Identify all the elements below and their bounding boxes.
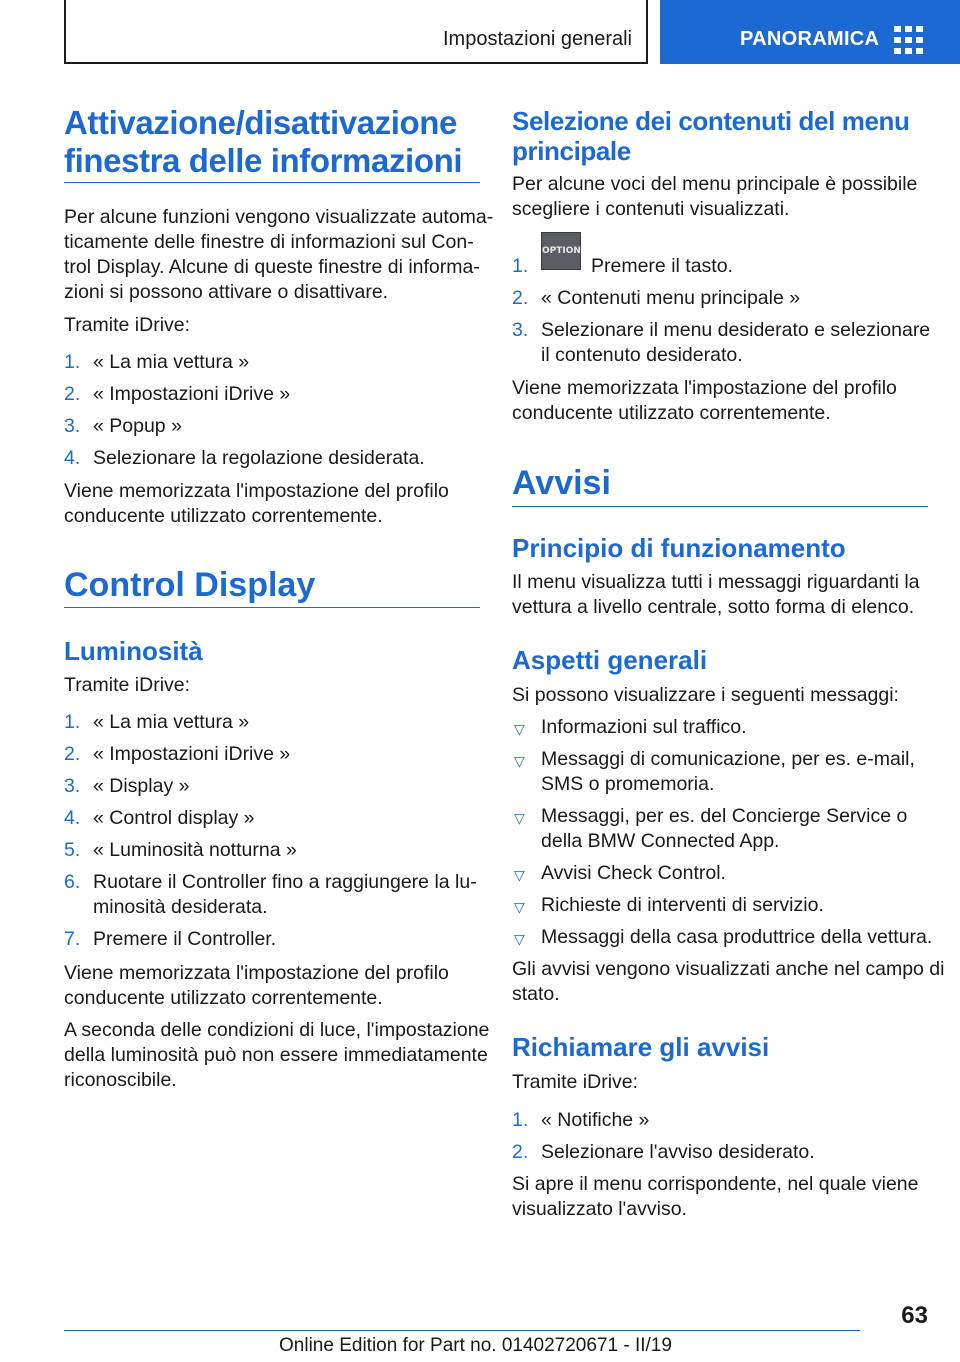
triangle-bullet-icon: ▽ [514, 810, 525, 826]
text-line: « La mia vettura » [93, 351, 250, 373]
triangle-bullet-icon: ▽ [514, 931, 525, 947]
brightness-note [64, 961, 449, 1011]
text-line: « Control display » [93, 807, 255, 829]
text-line: conducente utilizzato correntemente. [64, 505, 383, 527]
status-note [512, 957, 944, 1007]
step-text [93, 806, 483, 831]
step-text [541, 804, 931, 854]
step-number: 1. [64, 351, 81, 373]
step-number: 5. [64, 839, 81, 861]
step-number: 7. [64, 928, 81, 950]
step-text [93, 446, 483, 471]
text-line: vettura a livello centrale, sotto forma di elenco. [512, 596, 915, 618]
option-button-icon: OPTION [541, 232, 581, 270]
step-text [93, 838, 483, 863]
step-text [541, 861, 931, 886]
step-text [93, 870, 483, 920]
text-line: « Display » [93, 775, 190, 797]
text-line: « Impostazioni iDrive » [93, 383, 291, 405]
text-line: Premere il tasto. [591, 255, 733, 277]
step-number: 3. [64, 415, 81, 437]
heading-main-menu [512, 106, 910, 166]
text-line: « Impostazioni iDrive » [93, 743, 291, 765]
text-line: Avvisi Check Control. [541, 862, 726, 884]
text-line: Selezionare il menu desiderato e selezionare [541, 319, 931, 341]
text-line: conducente utilizzato correntemente. [512, 402, 831, 424]
text-line: Messaggi, per es. del Concierge Service o [541, 805, 908, 827]
heading-principle: Principio di funzionamento [512, 533, 846, 563]
text-line: minosità desiderata. [93, 896, 268, 918]
text-line: SMS o promemoria. [541, 773, 715, 795]
step-number: 1. [512, 255, 529, 277]
step-text [591, 254, 960, 279]
heading-brightness: Luminosità [64, 636, 203, 666]
text-line: Informazioni sul traffico. [541, 716, 747, 738]
step-text [541, 893, 931, 918]
step-text [541, 925, 931, 950]
section-tab [64, 0, 648, 64]
text-line: stato. [512, 983, 560, 1005]
step-text [93, 382, 483, 407]
text-line: visualizzato l'avviso. [512, 1198, 687, 1220]
footer-rule [64, 1330, 860, 1331]
brightness-remark [64, 1018, 489, 1093]
step-text [93, 710, 483, 735]
step-text [93, 350, 483, 375]
heading-overview: Aspetti generali [512, 645, 708, 675]
triangle-bullet-icon: ▽ [514, 899, 525, 915]
step-number: 2. [512, 287, 529, 309]
step-text [541, 1140, 931, 1165]
grid-icon [894, 26, 924, 54]
text-line: Si apre il menu corrispondente, nel quale viene [512, 1173, 919, 1195]
heading-line: finestra delle informazioni [64, 142, 463, 179]
step-text [541, 318, 931, 368]
step-number: 1. [512, 1109, 529, 1131]
text-line: A seconda delle condizioni di luce, l'impostazione [64, 1019, 490, 1041]
step-text [93, 927, 483, 952]
step-text [93, 742, 483, 767]
text-line: trol Display. Alcune di queste finestre di informa‐ [64, 256, 480, 278]
heading-info-window [64, 104, 462, 180]
heading-line: Selezione dei contenuti del menu [512, 106, 910, 136]
text-line: conducente utilizzato correntemente. [64, 987, 383, 1009]
text-line: « Notifiche » [541, 1109, 650, 1131]
overview-label: PANORAMICA [740, 28, 880, 50]
text-line: Viene memorizzata l'impostazione del profilo [512, 377, 897, 399]
text-line: Selezionare l'avviso desiderato. [541, 1141, 815, 1163]
triangle-bullet-icon: ▽ [514, 721, 525, 737]
step-number: 2. [64, 743, 81, 765]
recall-idrive-label: Tramite iDrive: [512, 1071, 639, 1093]
step-number: 4. [64, 807, 81, 829]
heading-line: Attivazione/disattivazione [64, 104, 458, 141]
text-line: Viene memorizzata l'impostazione del profilo [64, 480, 449, 502]
text-line: Il menu visualizza tutti i messaggi riguardanti la [512, 571, 920, 593]
heading-rule [64, 182, 480, 183]
step-number: 2. [64, 383, 81, 405]
principle-paragraph [512, 570, 920, 620]
text-line: Viene memorizzata l'impostazione del profilo [64, 962, 449, 984]
text-line: Ruotare il Controller fino a raggiungere la lu‐ [93, 871, 477, 893]
info-idrive-label: Tramite iDrive: [64, 314, 191, 336]
text-line: scegliere i contenuti visualizzati. [512, 198, 790, 220]
triangle-bullet-icon: ▽ [514, 867, 525, 883]
heading-recall: Richiamare gli avvisi [512, 1032, 770, 1062]
heading-rule [512, 506, 928, 507]
text-line: Selezionare la regolazione desiderata. [93, 447, 425, 469]
step-number: 1. [64, 711, 81, 733]
step-text [541, 715, 931, 740]
heading-rule [64, 607, 480, 608]
text-line: Messaggi di comunicazione, per es. e-mail, [541, 748, 915, 770]
section-title: Impostazioni generali [443, 28, 632, 50]
text-line: ticamente delle finestre di informazioni sul Con‐ [64, 231, 474, 253]
edition-text: Online Edition for Part no. 01402720671 - II/19 [279, 1335, 672, 1356]
text-line: Premere il Controller. [93, 928, 277, 950]
info-note [64, 479, 449, 529]
text-line: Gli avvisi vengono visualizzati anche nel campo di [512, 958, 945, 980]
text-line: Per alcune voci del menu principale è possibile [512, 173, 918, 195]
step-text [93, 774, 483, 799]
overview-button[interactable] [660, 0, 960, 64]
text-line: della luminosità può non essere immediatamente [64, 1044, 488, 1066]
step-number: 3. [512, 319, 529, 341]
overview-intro: Si possono visualizzare i seguenti messaggi: [512, 684, 899, 706]
heading-line: principale [512, 136, 631, 166]
text-line: Per alcune funzioni vengono visualizzate automa‐ [64, 206, 494, 228]
heading-control-display: Control Display [64, 566, 316, 604]
menu-paragraph [512, 172, 917, 222]
step-text [93, 414, 483, 439]
text-line: « Popup » [93, 415, 182, 437]
menu-note [512, 376, 897, 426]
step-number: 6. [64, 871, 81, 893]
step-text [541, 286, 931, 311]
step-number: 4. [64, 447, 81, 469]
step-number: 3. [64, 775, 81, 797]
text-line: della BMW Connected App. [541, 830, 780, 852]
step-text [541, 1108, 931, 1133]
recall-note [512, 1172, 919, 1222]
text-line: « Luminosità notturna » [93, 839, 297, 861]
step-number: 2. [512, 1141, 529, 1163]
step-text [541, 747, 931, 797]
text-line: Messaggi della casa produttrice della vettura. [541, 926, 933, 948]
page-number: 63 [901, 1302, 928, 1329]
info-paragraph [64, 205, 493, 305]
heading-avvisi: Avvisi [512, 464, 611, 502]
text-line: « La mia vettura » [93, 711, 250, 733]
text-line: « Contenuti menu principale » [541, 287, 801, 309]
brightness-idrive-label: Tramite iDrive: [64, 674, 191, 696]
triangle-bullet-icon: ▽ [514, 753, 525, 769]
text-line: Richieste di interventi di servizio. [541, 894, 824, 916]
text-line: riconoscibile. [64, 1069, 177, 1091]
text-line: il contenuto desiderato. [541, 344, 743, 366]
text-line: zioni si possono attivare o disattivare. [64, 281, 389, 303]
